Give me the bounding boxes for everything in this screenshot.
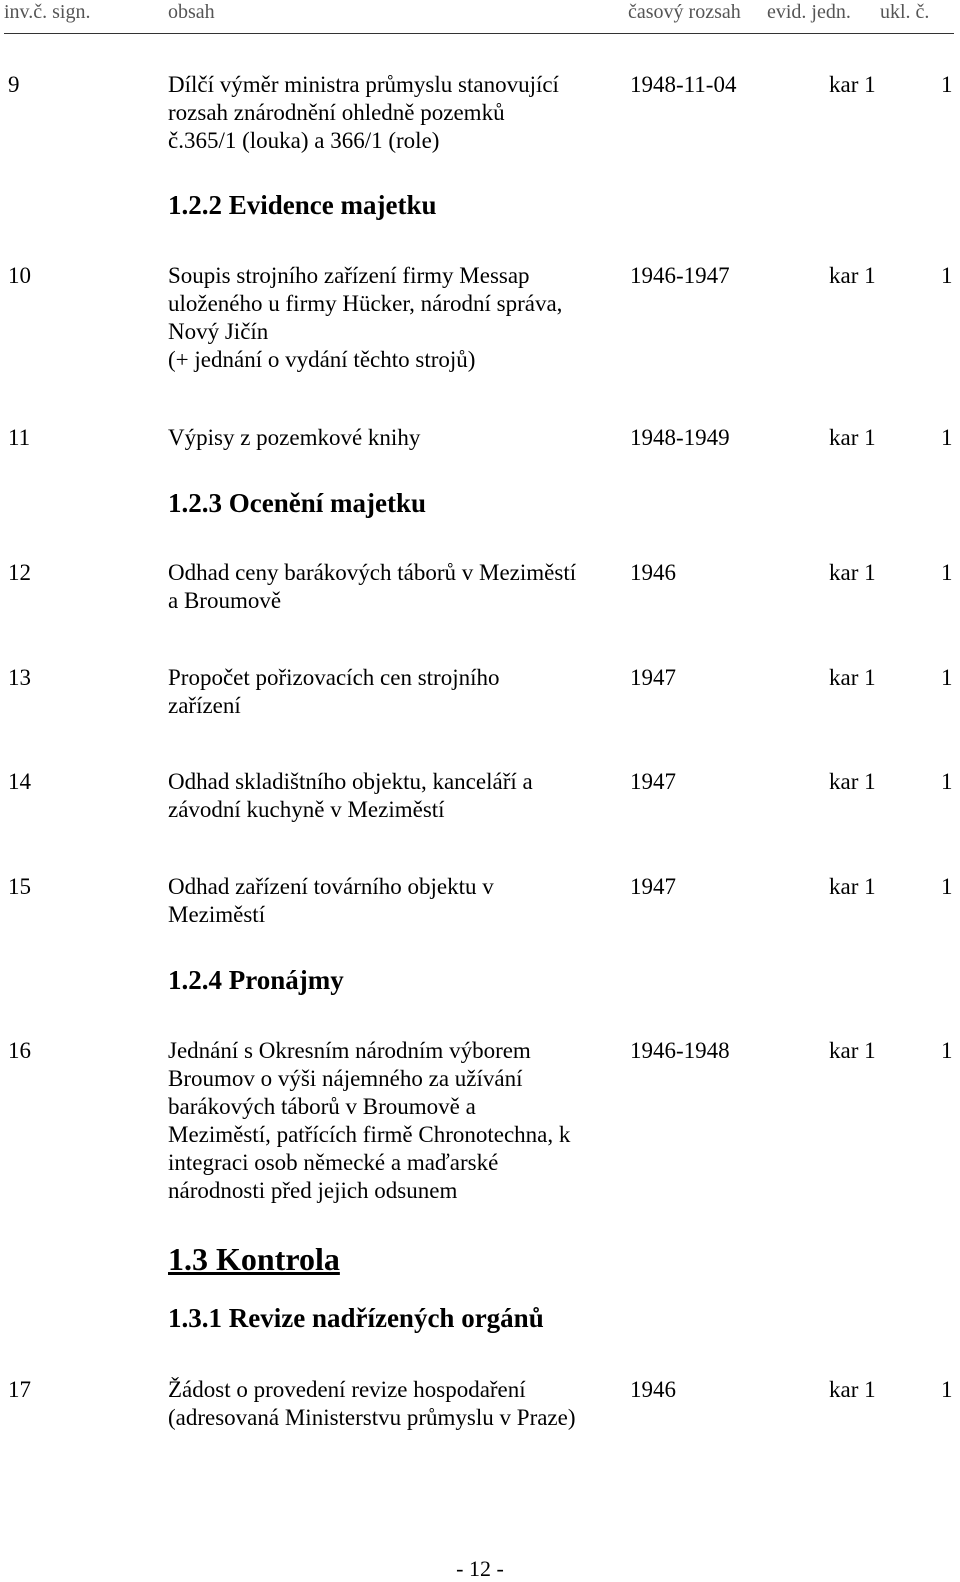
inv-number: 17 <box>8 1377 31 1402</box>
item-evid: kar 1 <box>829 560 876 585</box>
item-title: Odhad zařízení továrního objektu v Meziměstí <box>168 874 494 927</box>
section-heading: 1.2.3 Ocenění majetku <box>168 488 426 518</box>
item-evid: kar 1 <box>829 72 876 97</box>
item-title: Dílčí výměr ministra průmyslu stanovující rozsah znárodnění ohledně pozemků č.365/1 (louka) a 366/1 (role) <box>168 72 559 153</box>
item-title: Jednání s Okresním národním výborem Broumov o výši nájemného za užívání barákových táborů v Broumově a Meziměstí, patřících firmě Chronotechna, k integraci osob německé a maďarské národnosti před jejich odsunem <box>168 1038 571 1203</box>
item-ukl: 1 <box>941 665 953 690</box>
inv-number: 12 <box>8 560 31 585</box>
item-evid: kar 1 <box>829 665 876 690</box>
item-date: 1947 <box>630 874 676 899</box>
col-header-content: obsah <box>168 1 215 23</box>
col-header-inv: inv.č. sign. <box>4 1 91 23</box>
item-date: 1947 <box>630 665 676 690</box>
item-title: Žádost o provedení revize hospodaření (adresovaná Ministerstvu průmyslu v Praze) <box>168 1377 576 1430</box>
section-heading: 1.2.4 Pronájmy <box>168 965 344 995</box>
page-number: - 12 - <box>456 1556 504 1581</box>
inv-number: 14 <box>8 769 31 794</box>
item-ukl: 1 <box>941 72 953 97</box>
inv-number: 15 <box>8 874 31 899</box>
item-title: Výpisy z pozemkové knihy <box>168 425 421 450</box>
inv-number: 10 <box>8 263 31 288</box>
item-evid: kar 1 <box>829 769 876 794</box>
item-ukl: 1 <box>941 1377 953 1402</box>
item-date: 1948-11-04 <box>630 72 737 97</box>
item-evid: kar 1 <box>829 425 876 450</box>
inv-number: 11 <box>8 425 31 450</box>
item-ukl: 1 <box>941 769 953 794</box>
item-date: 1946-1948 <box>630 1038 730 1063</box>
item-date: 1946 <box>630 560 676 585</box>
inv-number: 13 <box>8 665 31 690</box>
item-title: Odhad skladištního objektu, kanceláří a závodní kuchyně v Meziměstí <box>168 769 533 822</box>
item-date: 1947 <box>630 769 676 794</box>
col-header-evid: evid. jedn. <box>767 1 851 23</box>
inv-number: 9 <box>8 72 20 97</box>
item-evid: kar 1 <box>829 1377 876 1402</box>
header-divider <box>4 33 954 34</box>
section-heading: 1.2.2 Evidence majetku <box>168 190 437 220</box>
col-header-ukl: ukl. č. <box>880 1 930 23</box>
item-ukl: 1 <box>941 263 953 288</box>
col-header-date: časový rozsah <box>628 1 741 23</box>
item-date: 1946 <box>630 1377 676 1402</box>
item-date: 1948-1949 <box>630 425 730 450</box>
item-evid: kar 1 <box>829 263 876 288</box>
item-ukl: 1 <box>941 560 953 585</box>
item-date: 1946-1947 <box>630 263 730 288</box>
item-evid: kar 1 <box>829 1038 876 1063</box>
item-ukl: 1 <box>941 425 953 450</box>
inv-number: 16 <box>8 1038 31 1063</box>
item-evid: kar 1 <box>829 874 876 899</box>
item-ukl: 1 <box>941 1038 953 1063</box>
section-heading: 1.3.1 Revize nadřízených orgánů <box>168 1303 544 1333</box>
item-title: Odhad ceny barákových táborů v Meziměstí a Broumově <box>168 560 577 613</box>
item-ukl: 1 <box>941 874 953 899</box>
item-title: Propočet pořizovacích cen strojního zařízení <box>168 665 500 718</box>
table-header <box>0 0 960 30</box>
item-title: Soupis strojního zařízení firmy Messap uloženého u firmy Hücker, národní správa, Nový Jičín (+ jednání o vydání těchto strojů) <box>168 263 563 372</box>
chapter-heading: 1.3 Kontrola <box>168 1241 340 1277</box>
